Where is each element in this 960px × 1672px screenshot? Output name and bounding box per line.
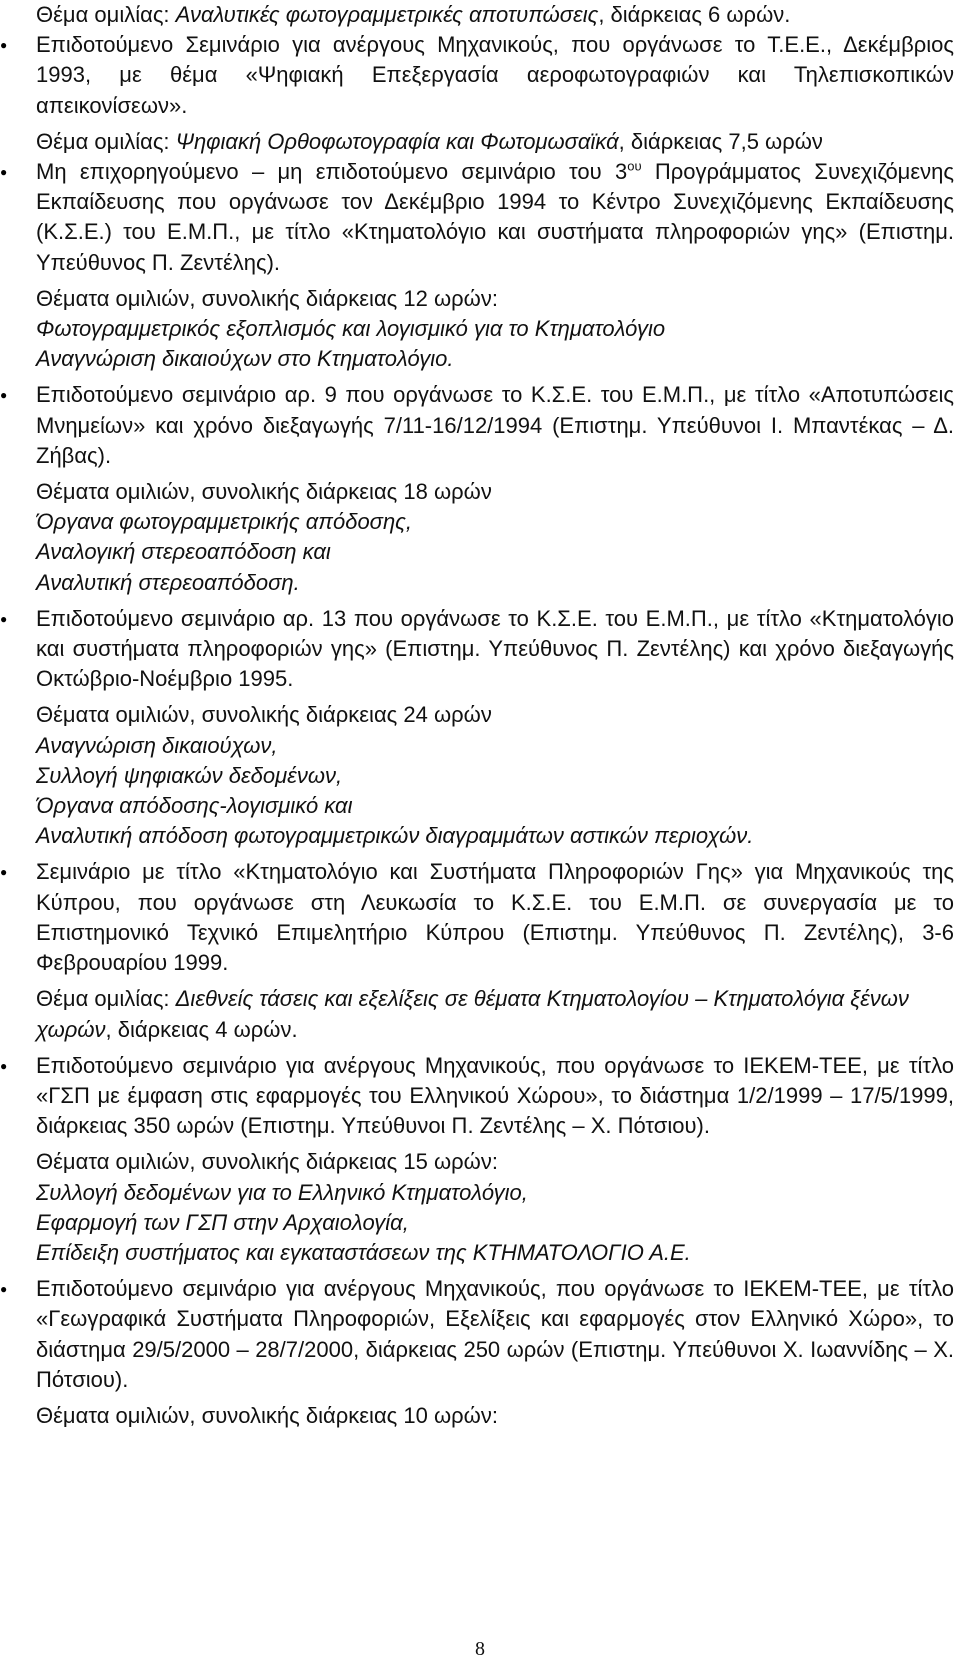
seminar-entry: ● Μη επιχορηγούμενο – μη επιδοτούμενο σεμινάριο του $3^{o\upsilon}$ Προγράμματος Συνεχιζόμενης Εκπαίδευσης που οργάνωσε τον Δεκέμβριο 1994 το Κέντρο Συνεχιζόμενης Εκπαίδευσης (Κ.Σ.Ε.) του Ε.Μ.Π., με τίτλο «Κτηματολόγιο και συστήματα πληροφοριών γης» (Επιστημ. Υπεύθυνος Π. Ζεντέλης). xyxy=(36,157,954,278)
topic-item: Εφαρμογή των ΓΣΠ στην Αρχαιολογία, xyxy=(36,1209,409,1235)
topics-heading: Θέματα ομιλιών, συνολικής διάρκειας 24 ωρών xyxy=(36,702,492,728)
lecture-topics xyxy=(36,1147,954,1268)
lecture-topic: Θέμα ομιλίας: Ψηφιακή Ορθοφωτογραφία και Φωτομωσαϊκά, διάρκειας 7,5 ωρών xyxy=(36,128,823,154)
topic-item: Αναγνώριση δικαιούχων στο Κτηματολόγιο. xyxy=(36,346,454,372)
seminar-entry: ● Επιδοτούμενο σεμινάριο για ανέργους Μηχανικούς, που οργάνωσε το ΙΕΚΕΜ-ΤΕΕ, με τίτλο «ΓΣΠ με έμφαση στις εφαρμογές του Ελληνικού Χώρου», το διάστημα 1/2/1999 – 17/5/1999, διάρκειας 350 ωρών (Επιστημ. Υπεύθυνοι Π. Ζεντέλης – Χ. Πότσιου). xyxy=(36,1051,954,1142)
page-number: 8 xyxy=(475,1638,485,1660)
lecture-topic: Θέμα ομιλίας: Αναλυτικές φωτογραμμετρικές αποτυπώσεις, διάρκειας 6 ωρών. xyxy=(36,2,791,27)
topic-item: Όργανα φωτογραμμετρικής απόδοσης, xyxy=(36,509,412,535)
seminar-entry: ● Επιδοτούμενο σεμινάριο αρ. 9 που οργάνωσε το Κ.Σ.Ε. του Ε.Μ.Π., με τίτλο «Αποτυπώσεις Μνημείων» και χρόνο διεξαγωγής 7/11-16/12/1994 (Επιστημ. Υπεύθυνοι Ι. Μπαντέκας – Δ. Ζήβας). xyxy=(36,380,954,471)
topic-item: Αναλογική στερεοαπόδοση και xyxy=(36,539,331,565)
seminar-entry: ● Επιδοτούμενο Σεμινάριο για ανέργους Μηχανικούς, που οργάνωσε το Τ.Ε.Ε., Δεκέμβριος 1993, με θέμα «Ψηφιακή Επεξεργασία αεροφωτογραφιών και Τηλεπισκοπικών απεικονίσεων». xyxy=(36,30,954,121)
topic-item: Επίδειξη συστήματος και εγκαταστάσεων της ΚΤΗΜΑΤΟΛΟΓΙΟ Α.Ε. xyxy=(36,1239,691,1265)
topic-item: Συλλογή ψηφιακών δεδομένων, xyxy=(36,762,343,788)
seminar-entry: ● Σεμινάριο με τίτλο «Κτηματολόγιο και Συστήματα Πληροφοριών Γης» για Μηχανικούς της Κύπρου, που οργάνωσε στη Λευκωσία το Κ.Σ.Ε. του Ε.Μ.Π. σε συνεργασία με το Επιστημονικό Τεχνικό Επιμελητήριο Κύπρου (Επιστημ. Υπεύθυνος Π. Ζεντέλης), 3-6 Φεβρουαρίου 1999. xyxy=(36,857,954,978)
topics-heading: Θέματα ομιλιών, συνολικής διάρκειας 12 ωρών: xyxy=(36,285,498,311)
topic-item: Αναλυτική απόδοση φωτογραμμετρικών διαγραμμάτων αστικών περιοχών. xyxy=(36,823,754,849)
seminar-entry: ● Επιδοτούμενο σεμινάριο αρ. 13 που οργάνωσε το Κ.Σ.Ε. του Ε.Μ.Π., με τίτλο «Κτηματολόγιο και συστήματα πληροφοριών γης» (Επιστημ. Υπεύθυνος Π. Ζεντέλης) και χρόνο διεξαγωγής Οκτώβριο-Νοέμβριο 1995. xyxy=(36,604,954,695)
topics-heading: Θέματα ομιλιών, συνολικής διάρκειας 18 ωρών xyxy=(36,479,492,505)
topic-item: Αναλυτική στερεοαπόδοση. xyxy=(36,569,300,595)
lecture-topics xyxy=(36,700,954,851)
topic-item: Συλλογή δεδομένων για το Ελληνικό Κτηματολόγιο, xyxy=(36,1179,528,1205)
topic-item: Όργανα απόδοσης-λογισμικό και xyxy=(36,793,353,819)
seminar-entry: ● Επιδοτούμενο σεμινάριο για ανέργους Μηχανικούς, που οργάνωσε το ΙΕΚΕΜ-ΤΕΕ, με τίτλο «Γεωγραφικά Συστήματα Πληροφοριών, Εξελίξεις και εφαρμογές στον Ελληνικό Χώρο», το διάστημα 29/5/2000 – 28/7/2000, διάρκειας 250 ωρών (Επιστημ. Υπεύθυνοι Χ. Ιωαννίδης – Χ. Πότσιου). xyxy=(36,1274,954,1395)
document-body xyxy=(36,0,954,1431)
lecture-topics xyxy=(36,477,954,598)
topic-item: Φωτογραμμετρικός εξοπλισμός και λογισμικό για το Κτηματολόγιο xyxy=(36,316,666,342)
lecture-topics xyxy=(36,284,954,375)
topics-heading: Θέματα ομιλιών, συνολικής διάρκειας 10 ωρών: xyxy=(36,1402,498,1428)
lecture-topic: Θέμα ομιλίας: Διεθνείς τάσεις και εξελίξεις σε θέματα Κτηματολογίου – Κτηματολόγια ξένων χωρών, διάρκειας 4 ωρών. xyxy=(36,986,909,1042)
topic-item: Αναγνώριση δικαιούχων, xyxy=(36,732,278,758)
topics-heading: Θέματα ομιλιών, συνολικής διάρκειας 15 ωρών: xyxy=(36,1149,498,1175)
